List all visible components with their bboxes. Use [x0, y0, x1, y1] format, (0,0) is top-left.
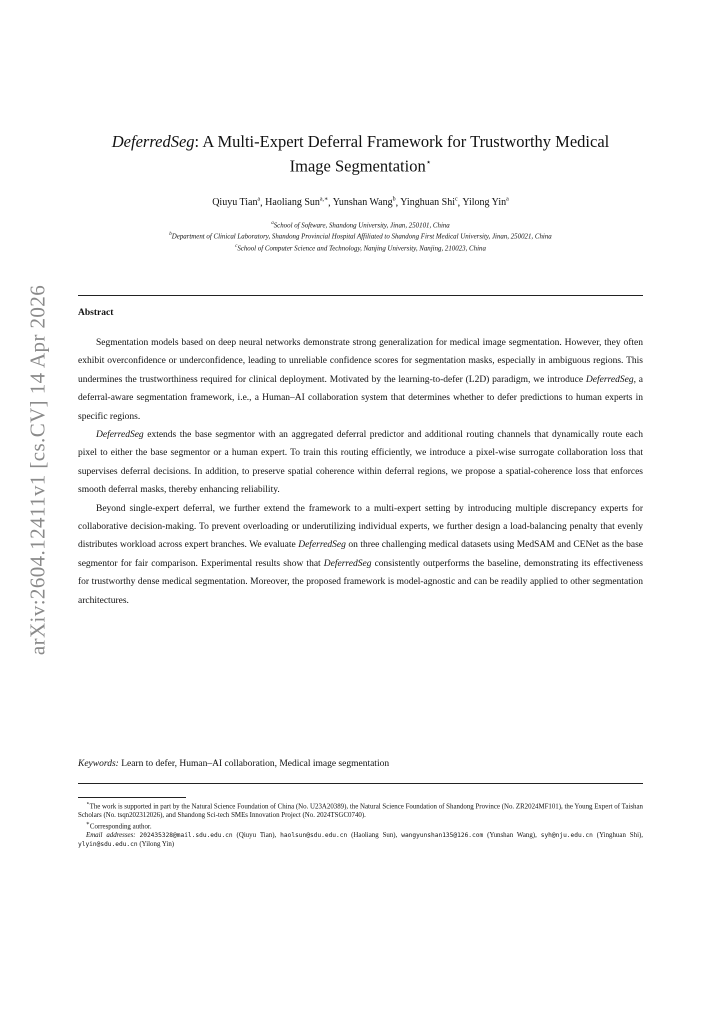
abstract-paragraph: DeferredSeg extends the base segmentor with an aggregated deferral predictor and additional routing channels that dynamically route each pixel to either the base segmentor or a human expert. To train this routing efficiently, we introduce a pixel-wise surrogate collaboration loss that supervises deferral decisions. In addition, to preserve spatial coherence within deferral regions, we propose a spatial-coherence loss that enforces smooth deferral masks, thereby enhancing reliability. — [78, 430, 643, 496]
email-footnote: Email addresses: 202435328@mail.sdu.edu.cn (Qiuyu Tian), haolsun@sdu.edu.cn (Haoliang Sun), wangyunshan135@126.com (Yunshan Wang), syh@nju.edu.cn (Yinghuan Shi), ylyin@sdu.edu.cn (Yilong Yin) — [78, 832, 643, 848]
abstract-body — [78, 334, 643, 610]
author-list: Qiuyu Tian$^a$, Haoliang Sun$^{a,∗}$, Yunshan Wang$^b$, Yinghuan Shi$^c$, Yilong Yin$^a$ — [212, 197, 509, 209]
arxiv-identifier: arXiv:2604.12411v1 [cs.CV] 14 Apr 2026 — [25, 284, 50, 656]
affiliation: $^c$School of Computer Science and Technology, Nanjing University, Nanjing, 210023, China — [235, 243, 486, 252]
email-link[interactable]: wangyunshan135@126.com — [401, 832, 484, 840]
author: Yunshan Wang$^b$ — [332, 197, 396, 209]
author: Haoliang Sun$^{a,∗}$ — [265, 197, 329, 209]
corresponding-footnote: ∗Corresponding author. — [86, 821, 152, 831]
title-text: : A Multi-Expert Deferral Framework for Trustworthy Medical — [194, 132, 610, 151]
footnotes — [78, 800, 643, 849]
email-link[interactable]: 202435328@mail.sdu.edu.cn — [139, 832, 233, 840]
author: Yinghuan Shi$^c$ — [400, 197, 458, 209]
keywords-text: Learn to defer, Human–AI collaboration, Medical image segmentation — [118, 759, 390, 769]
divider-top — [78, 295, 643, 296]
email-link[interactable]: syh@nju.edu.cn — [540, 832, 593, 840]
footnote-divider — [78, 797, 186, 798]
title-method-name: DeferredSeg — [111, 132, 195, 151]
email-link[interactable]: haolsun@sdu.edu.cn — [280, 832, 348, 840]
abstract-heading: Abstract — [78, 308, 114, 318]
author: Qiuyu Tian$^a$ — [212, 197, 261, 209]
author: Yilong Yin$^a$ — [462, 197, 509, 209]
abstract-paragraph: Beyond single-expert deferral, we further extend the framework to a multi-expert setting by introducing multiple discrepancy experts for collaborative decision-making. To prevent overloading or underutilizing individual experts, we further design a load-balancing penalty that evenly distributes workload across expert branches. We evaluate DeferredSeg on three challenging medical datasets using MedSAM and CENet as the base segmentor for fair comparison. Experimental results show that DeferredSeg consistently outperforms the baseline, demonstrating its effectiveness for trustworthy dense medical segmentation. Moreover, the proposed framework is model-agnostic and can be readily applied to other segmentation architectures. — [78, 503, 643, 606]
keywords — [78, 757, 643, 771]
divider-bottom — [78, 783, 643, 784]
email-link[interactable]: ylyin@sdu.edu.cn — [78, 840, 138, 848]
keywords-label: Keywords: — [78, 759, 119, 769]
affiliation: $^a$School of Software, Shandong University, Jinan, 250101, China — [271, 221, 450, 230]
affiliation: $^b$Department of Clinical Laboratory, Shandong Provincial Hospital Affiliated to Shandong First Medical University, Jinan, 250021, China — [169, 232, 552, 241]
affiliations — [80, 219, 641, 253]
abstract-paragraph: Segmentation models based on deep neural networks demonstrate strong generalization for medical image segmentation. However, they often exhibit overconfidence or underconfidence, leading to unreliable confidence scores for segmentation masks, especially in ambiguous regions. This undermines the trustworthiness required for clinical deployment. Motivated by the learning-to-defer (L2D) paradigm, we introduce DeferredSeg, a deferral-aware segmentation framework, i.e., a Human–AI collaboration system that determines whether to defer predictions to human experts in specific regions. — [78, 338, 644, 422]
funding-footnote: ⋆The work is supported in part by the Natural Science Foundation of China (No. U23A20389), the Natural Science Foundation of Shandong Province (No. ZR2024MF101), the Young Expert of Taishan Scholars (No. tsqn202312026), and Shandong Sci-tech SMEs Innovation Project (No. 2024TSGC0740). — [78, 801, 643, 819]
paper-title — [80, 131, 641, 177]
title-footnote-mark: ⋆ — [425, 157, 432, 167]
title-line-2: Image Segmentation — [289, 156, 426, 176]
